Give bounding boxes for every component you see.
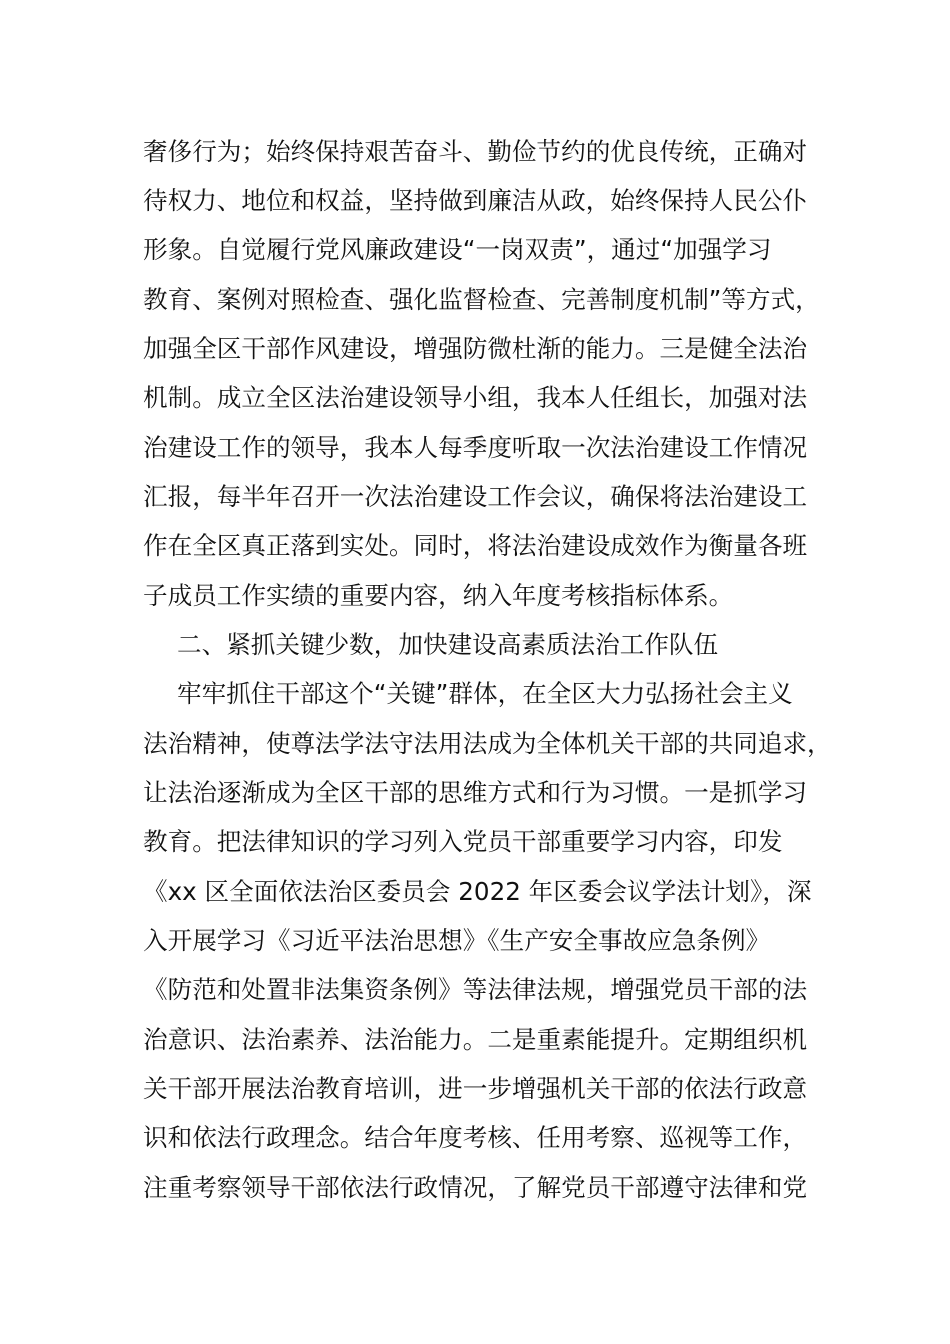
paragraph-line: 形象。自觉履行党风廉政建设“一岗双责”，通过“加强学习 xyxy=(143,235,772,264)
paragraph-line: 《xx 区全面依法治区委员会 2022 年区委会议学法计划》，深 xyxy=(143,877,812,906)
paragraph-line: 识和依法行政理念。结合年度考核、任用考察、巡视等工作， xyxy=(143,1123,808,1152)
paragraph-line: 让法治逐渐成为全区干部的思维方式和行为习惯。一是抓学习 xyxy=(143,778,808,807)
paragraph-line: 治建设工作的领导，我本人每季度听取一次法治建设工作情况 xyxy=(143,433,808,462)
paragraph-line: 牢牢抓住干部这个“关键”群体，在全区大力弘扬社会主义 xyxy=(177,679,793,708)
paragraph-line: 《防范和处置非法集资条例》等法律法规，增强党员干部的法 xyxy=(143,975,808,1004)
paragraph-line: 法治精神，使尊法学法守法用法成为全体机关干部的共同追求， xyxy=(143,729,832,758)
paragraph-line: 奢侈行为；始终保持艰苦奋斗、勤俭节约的优良传统，正确对 xyxy=(143,137,808,166)
paragraph-line: 关干部开展法治教育培训，进一步增强机关干部的依法行政意 xyxy=(143,1074,808,1103)
paragraph-line: 治意识、法治素养、法治能力。二是重素能提升。定期组织机 xyxy=(143,1025,808,1054)
paragraph-line: 作在全区真正落到实处。同时，将法治建设成效作为衡量各班 xyxy=(143,531,808,560)
paragraph-line: 子成员工作实绩的重要内容，纳入年度考核指标体系。 xyxy=(143,581,734,610)
paragraph-line: 机制。成立全区法治建设领导小组，我本人任组长，加强对法 xyxy=(143,383,808,412)
paragraph-line: 待权力、地位和权益，坚持做到廉洁从政，始终保持人民公仆 xyxy=(143,186,808,215)
paragraph-line: 加强全区干部作风建设，增强防微杜渐的能力。三是健全法治 xyxy=(143,334,808,363)
paragraph-line: 教育、案例对照检查、强化监督检查、完善制度机制”等方式， xyxy=(143,285,820,314)
section-heading: 二、紧抓关键少数，加快建设高素质法治工作队伍 xyxy=(177,630,719,659)
paragraph-line: 入开展学习《习近平法治思想》《生产安全事故应急条例》 xyxy=(143,926,771,955)
paragraph-line: 汇报，每半年召开一次法治建设工作会议，确保将法治建设工 xyxy=(143,482,808,511)
paragraph-line: 教育。把法律知识的学习列入党员干部重要学习内容，印发 xyxy=(143,827,783,856)
paragraph-line: 注重考察领导干部依法行政情况，了解党员干部遵守法律和党 xyxy=(143,1173,808,1202)
